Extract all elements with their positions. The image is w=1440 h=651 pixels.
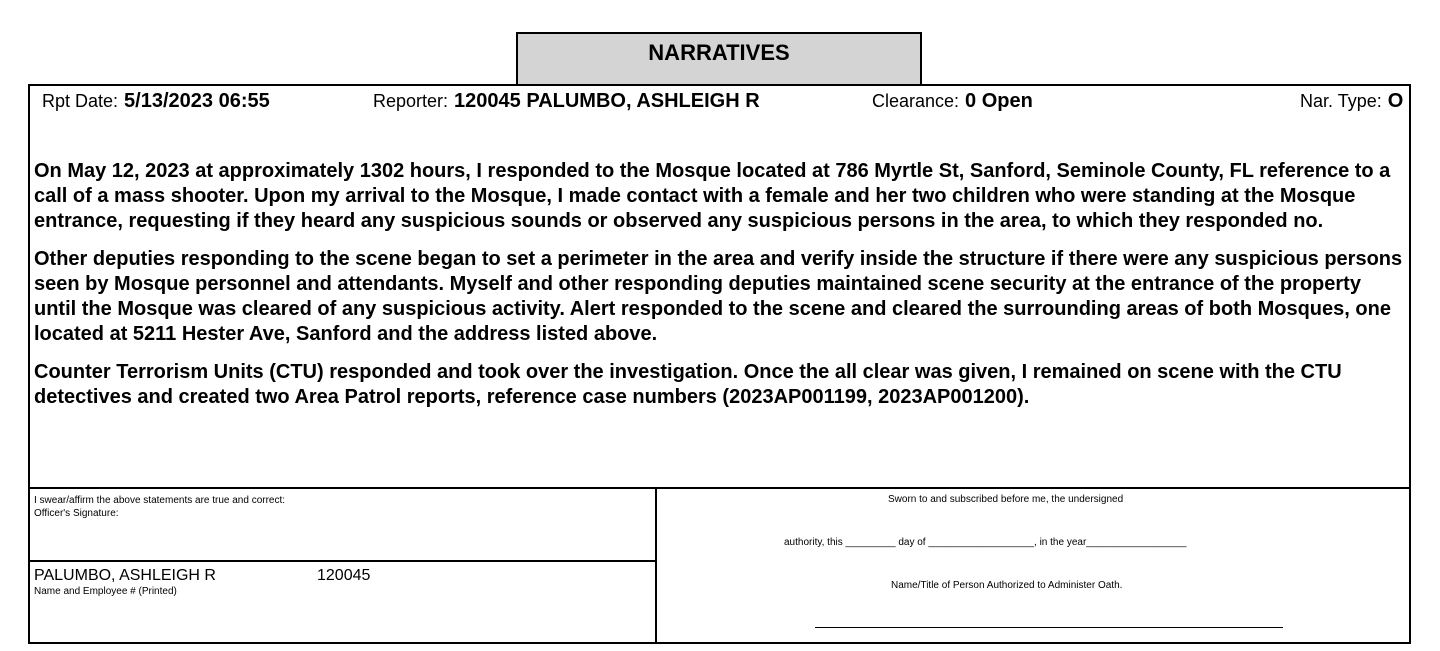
narrative-paragraph: On May 12, 2023 at approximately 1302 hours, I responded to the Mosque located at 786 Myrtle St, Sanford, Seminole County, FL reference to a call of a mass shooter. Upon my arrival to the Mosque, I made contact with a female and her two children who were standing at the Mosque entrance, requesting if they heard any suspicious sounds or observed any suspicious persons in the area, to which they responded no. <box>34 160 1391 232</box>
page-title: NARRATIVES <box>516 32 922 84</box>
clearance-value: 0 Open <box>965 90 1033 112</box>
rpt-date-value: 5/13/2023 06:55 <box>124 90 270 112</box>
narrative-text <box>34 159 1406 423</box>
printed-name-label: Name and Employee # (Printed) <box>34 586 177 597</box>
clearance-field <box>872 90 1033 113</box>
printed-name: PALUMBO, ASHLEIGH R <box>34 567 216 584</box>
reporter-value: 120045 PALUMBO, ASHLEIGH R <box>454 90 760 112</box>
nar-type-label: Nar. Type: <box>1300 91 1382 111</box>
narrative-form <box>28 84 1411 644</box>
signature-section <box>30 487 1409 644</box>
reporter-field <box>373 90 760 113</box>
column-divider <box>655 489 657 644</box>
employee-number: 120045 <box>317 567 371 584</box>
nar-type-field <box>1300 90 1403 113</box>
swear-statement: I swear/affirm the above statements are true and correct: <box>34 495 286 506</box>
rpt-date-label: Rpt Date: <box>42 91 119 111</box>
clearance-label: Clearance: <box>872 91 960 111</box>
sworn-statement: Sworn to and subscribed before me, the undersigned <box>888 494 1124 505</box>
oath-signature-line <box>815 627 1283 628</box>
reporter-label: Reporter: <box>373 91 449 111</box>
oath-name-title-label: Name/Title of Person Authorized to Administer Oath. <box>891 580 1123 591</box>
nar-type-value: O <box>1387 90 1404 112</box>
narrative-paragraph: Counter Terrorism Units (CTU) responded and took over the investigation. Once the all clear was given, I remained on scene with the CTU detectives and created two Area Patrol reports, reference case numbers (2023AP001199, 2023AP001200). <box>34 361 1342 408</box>
authority-line: authority, this _________ day of ___________________, in the year__________________ <box>784 537 1187 548</box>
officer-signature-label: Officer's Signature: <box>34 508 119 519</box>
narrative-paragraph: Other deputies responding to the scene began to set a perimeter in the area and verify inside the structure if there were any suspicious persons seen by Mosque personnel and attendants. Myself and other responding deputies maintained scene security at the entrance of the property until the Mosque was cleared of any suspicious activity. Alert responded to the scene and cleared the surrounding areas of both Mosques, one located at 5211 Hester Ave, Sanford and the address listed above. <box>34 248 1403 345</box>
rpt-date-field <box>42 90 270 113</box>
row-divider <box>30 560 656 562</box>
